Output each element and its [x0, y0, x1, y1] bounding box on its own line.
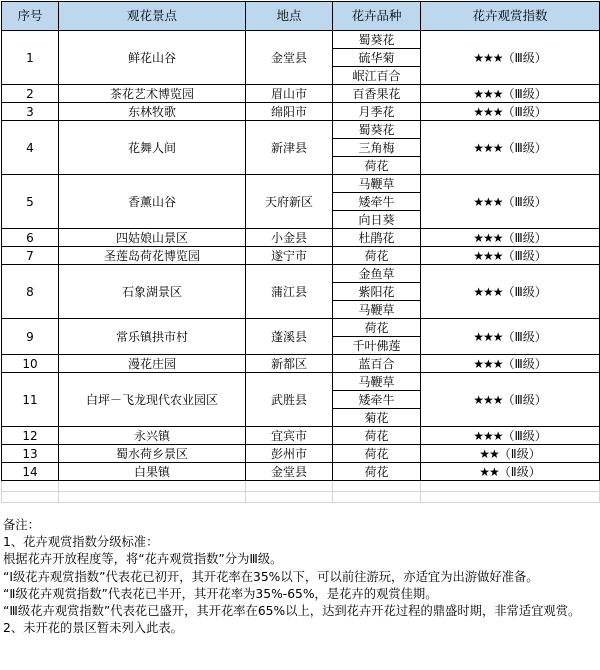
note-line: “Ⅰ级花卉观赏指数”代表花已初开，其开花率在35%以下，可以前往游玩，亦适宜为出游做好准备。 [3, 569, 539, 584]
location: 绵阳市 [246, 103, 333, 121]
empty-cell [59, 492, 246, 503]
location: 天府新区 [246, 175, 333, 229]
flower-variety: 蜀葵花 [333, 121, 421, 139]
rating-level: （Ⅲ级） [502, 356, 547, 371]
rating-level: （Ⅲ级） [502, 392, 547, 407]
table-row [2, 31, 600, 49]
spot-name: 香薰山谷 [59, 175, 246, 229]
flower-variety: 月季花 [333, 103, 421, 121]
location: 金堂县 [246, 463, 333, 481]
row-number: 9 [2, 319, 59, 355]
note-line: 根据花卉开放程度等，将“花卉观赏指数”分为Ⅲ级。 [3, 552, 283, 567]
rating-level: （Ⅲ级） [502, 284, 547, 299]
rating-level: （Ⅲ级） [502, 140, 547, 155]
rating-stars: ★★★ [473, 329, 503, 344]
rating-stars: ★★★ [473, 284, 503, 299]
note-line: 备注： [3, 518, 40, 532]
table-row [2, 247, 600, 265]
flower-variety: 蓝百合 [333, 355, 421, 373]
note-line: 1、花卉观赏指数分级标准： [3, 535, 159, 550]
spot-name: 蜀水荷乡景区 [59, 445, 246, 463]
rating-stars: ★★★ [473, 50, 503, 65]
spot-name: 茶花艺术博览园 [59, 85, 246, 103]
viewing-index [421, 265, 600, 319]
row-number: 13 [2, 445, 59, 463]
flower-variety: 千叶佛莲 [333, 337, 421, 355]
rating-stars: ★★★ [473, 356, 503, 371]
table-row [2, 121, 600, 139]
rating-stars: ★★ [479, 464, 499, 479]
row-number: 2 [2, 85, 59, 103]
viewing-index [421, 175, 600, 229]
row-number: 7 [2, 247, 59, 265]
rating-level: （Ⅱ级） [498, 446, 541, 461]
empty-cell [59, 481, 246, 492]
location: 新都区 [246, 355, 333, 373]
table-row [2, 85, 600, 103]
flower-variety: 荷花 [333, 247, 421, 265]
spot-name: 圣莲岛荷花博览园 [59, 247, 246, 265]
flower-variety: 三角梅 [333, 139, 421, 157]
header-place: 地点 [246, 2, 333, 31]
flower-variety: 马鞭草 [333, 175, 421, 193]
flower-variety: 金鱼草 [333, 265, 421, 283]
header-spot: 观花景点 [59, 2, 246, 31]
table-row [2, 175, 600, 193]
rating-level: （Ⅲ级） [502, 50, 547, 65]
rating-level: （Ⅲ级） [502, 329, 547, 344]
flower-variety: 百香果花 [333, 85, 421, 103]
row-number: 4 [2, 121, 59, 175]
viewing-index [421, 103, 600, 121]
location: 蒲江县 [246, 265, 333, 319]
row-number: 1 [2, 31, 59, 85]
note-line: 2、未开花的景区暂未列入此表。 [3, 621, 183, 636]
empty-cell [2, 481, 59, 492]
row-number: 14 [2, 463, 59, 481]
viewing-index [421, 427, 600, 445]
rating-stars: ★★★ [473, 248, 503, 263]
location: 蓬溪县 [246, 319, 333, 355]
row-number: 5 [2, 175, 59, 229]
flower-variety: 向日葵 [333, 211, 421, 229]
location: 遂宁市 [246, 247, 333, 265]
spot-name: 花舞人间 [59, 121, 246, 175]
flower-variety: 杜鹃花 [333, 229, 421, 247]
viewing-index [421, 229, 600, 247]
note-line: “Ⅲ级花卉观赏指数”代表花已盛开，其开花率在65%以上，达到花卉开花过程的鼎盛时期，非常适宜观赏。 [3, 604, 581, 619]
flower-variety: 荷花 [333, 445, 421, 463]
row-number: 12 [2, 427, 59, 445]
viewing-index [421, 355, 600, 373]
table-row [2, 355, 600, 373]
rating-level: （Ⅲ级） [502, 248, 547, 263]
table-row [2, 103, 600, 121]
rating-stars: ★★★ [473, 428, 503, 443]
location: 武胜县 [246, 373, 333, 427]
header-variety: 花卉品种 [333, 2, 421, 31]
rating-stars: ★★ [479, 446, 499, 461]
flower-variety: 马鞭草 [333, 373, 421, 391]
viewing-index [421, 463, 600, 481]
row-number: 8 [2, 265, 59, 319]
location: 新津县 [246, 121, 333, 175]
empty-cell [421, 481, 600, 492]
rating-stars: ★★★ [473, 104, 503, 119]
flower-variety: 硫华菊 [333, 49, 421, 67]
rating-stars: ★★★ [473, 392, 503, 407]
viewing-index [421, 445, 600, 463]
empty-cell [333, 492, 421, 503]
spot-name: 永兴镇 [59, 427, 246, 445]
viewing-index [421, 319, 600, 355]
empty-cell [246, 492, 333, 503]
spot-name: 鲜花山谷 [59, 31, 246, 85]
table-row [2, 445, 600, 463]
empty-row [2, 481, 600, 492]
flower-variety: 马鞭草 [333, 301, 421, 319]
rating-level: （Ⅲ级） [502, 104, 547, 119]
rating-level: （Ⅲ级） [502, 428, 547, 443]
empty-row [2, 492, 600, 503]
note-line: “Ⅱ级花卉观赏指数”代表花已半开，其开花率为35%-65%，是花卉的观赏佳期。 [3, 586, 438, 601]
flower-variety: 荷花 [333, 157, 421, 175]
flower-variety: 紫阳花 [333, 283, 421, 301]
rating-stars: ★★★ [473, 86, 503, 101]
flower-variety: 荷花 [333, 319, 421, 337]
table-row [2, 265, 600, 283]
empty-cell [246, 481, 333, 492]
rating-stars: ★★★ [473, 230, 503, 245]
notes-section [3, 517, 595, 637]
location: 彭州市 [246, 445, 333, 463]
row-number: 6 [2, 229, 59, 247]
spot-name: 四姑娘山景区 [59, 229, 246, 247]
spot-name: 常乐镇拱市村 [59, 319, 246, 355]
row-number: 10 [2, 355, 59, 373]
table-row [2, 427, 600, 445]
flower-variety: 荷花 [333, 463, 421, 481]
row-number: 11 [2, 373, 59, 427]
location: 眉山市 [246, 85, 333, 103]
rating-level: （Ⅲ级） [502, 230, 547, 245]
table-row [2, 229, 600, 247]
rating-level: （Ⅲ级） [502, 194, 547, 209]
flower-variety: 荷花 [333, 427, 421, 445]
rating-level: （Ⅲ级） [502, 86, 547, 101]
viewing-index [421, 121, 600, 175]
viewing-index [421, 373, 600, 427]
spot-name: 漫花庄园 [59, 355, 246, 373]
table-row [2, 319, 600, 337]
table-row [2, 463, 600, 481]
flower-viewing-table [1, 1, 600, 503]
viewing-index [421, 85, 600, 103]
flower-variety: 矮牵牛 [333, 391, 421, 409]
header-row [2, 2, 600, 31]
spot-name: 白果镇 [59, 463, 246, 481]
spot-name: 白坪－飞龙现代农业园区 [59, 373, 246, 427]
viewing-index [421, 31, 600, 85]
rating-level: （Ⅱ级） [498, 464, 541, 479]
header-index: 花卉观赏指数 [421, 2, 600, 31]
empty-cell [2, 492, 59, 503]
rating-stars: ★★★ [473, 194, 503, 209]
location: 金堂县 [246, 31, 333, 85]
location: 宜宾市 [246, 427, 333, 445]
flower-variety: 蜀葵花 [333, 31, 421, 49]
location: 小金县 [246, 229, 333, 247]
table-row [2, 373, 600, 391]
rating-stars: ★★★ [473, 140, 503, 155]
empty-cell [333, 481, 421, 492]
flower-variety: 岷江百合 [333, 67, 421, 85]
header-no: 序号 [2, 2, 59, 31]
flower-variety: 矮牵牛 [333, 193, 421, 211]
spot-name: 东林牧歌 [59, 103, 246, 121]
viewing-index [421, 247, 600, 265]
empty-cell [421, 492, 600, 503]
row-number: 3 [2, 103, 59, 121]
flower-variety: 菊花 [333, 409, 421, 427]
spot-name: 石象湖景区 [59, 265, 246, 319]
